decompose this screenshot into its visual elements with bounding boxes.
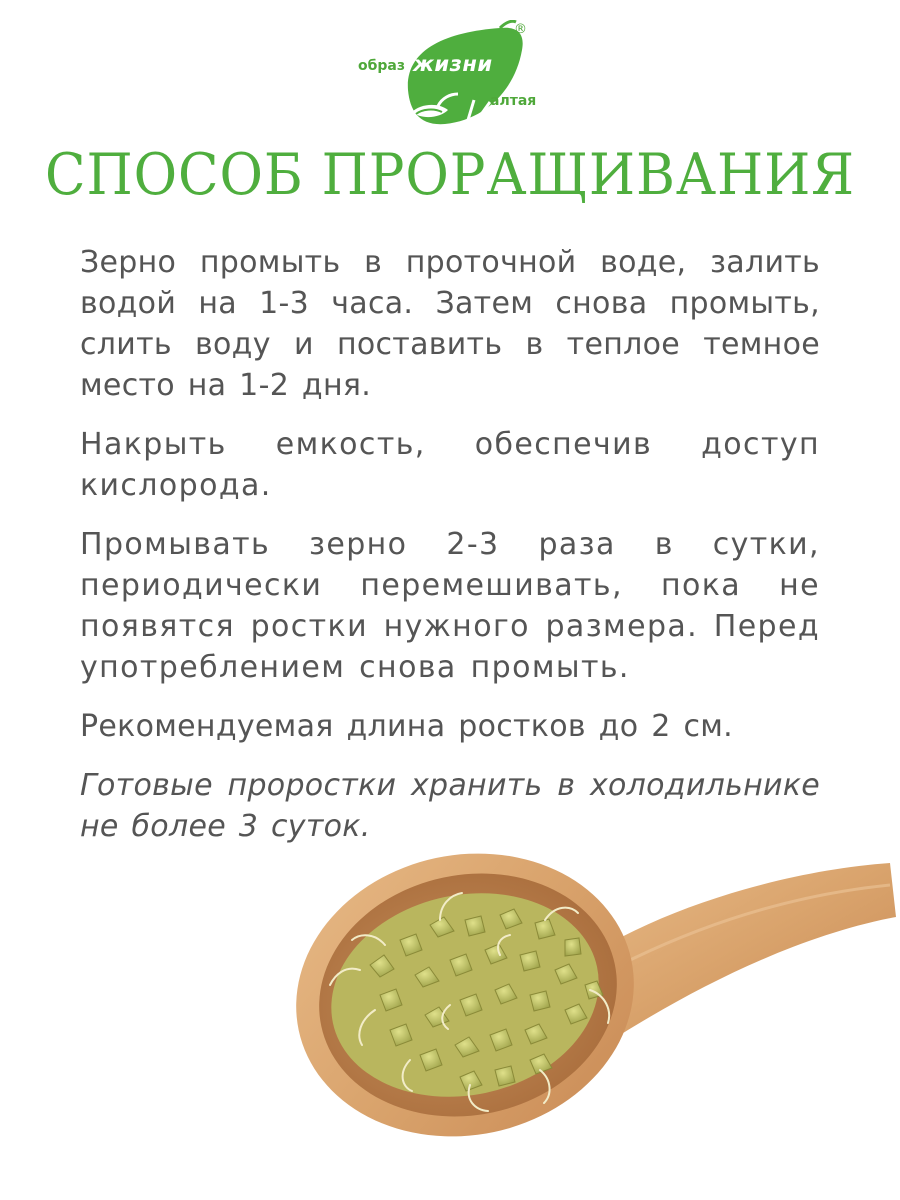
paragraph-rinse: Промывать зерно 2-3 раза в сутки, периодически перемешивать, пока не появятся ростки нужного размера. Перед употреблением снова промыть.: [80, 527, 820, 685]
storage-note: Готовые проростки хранить в холодильнике не более 3 суток.: [80, 768, 820, 844]
wooden-spoon-icon: [290, 845, 900, 1145]
paragraph-cover: Накрыть емкость, обеспечив доступ кислорода.: [80, 427, 820, 503]
paragraph-length: Рекомендуемая длина ростков до 2 см.: [80, 709, 734, 744]
page-title: СПОСОБ ПРОРАЩИВАНИЯ: [44, 142, 856, 208]
instructions-text: [80, 242, 820, 865]
logo-word-obraz: образ: [358, 58, 405, 74]
paragraph-soak: Зерно промыть в проточной воде, залить водой на 1-3 часа. Затем снова промыть, слить воду и поставить в теплое темное место на 1-2 дня.: [80, 245, 820, 403]
registered-mark: ®: [514, 22, 527, 37]
brand-logo: [350, 20, 550, 135]
spoon-with-sprouts-image: [290, 845, 900, 1145]
leaf-logo-icon: [350, 20, 550, 135]
logo-word-altaya: алтая: [490, 93, 537, 109]
logo-word-zhizni: жизни: [413, 52, 493, 76]
